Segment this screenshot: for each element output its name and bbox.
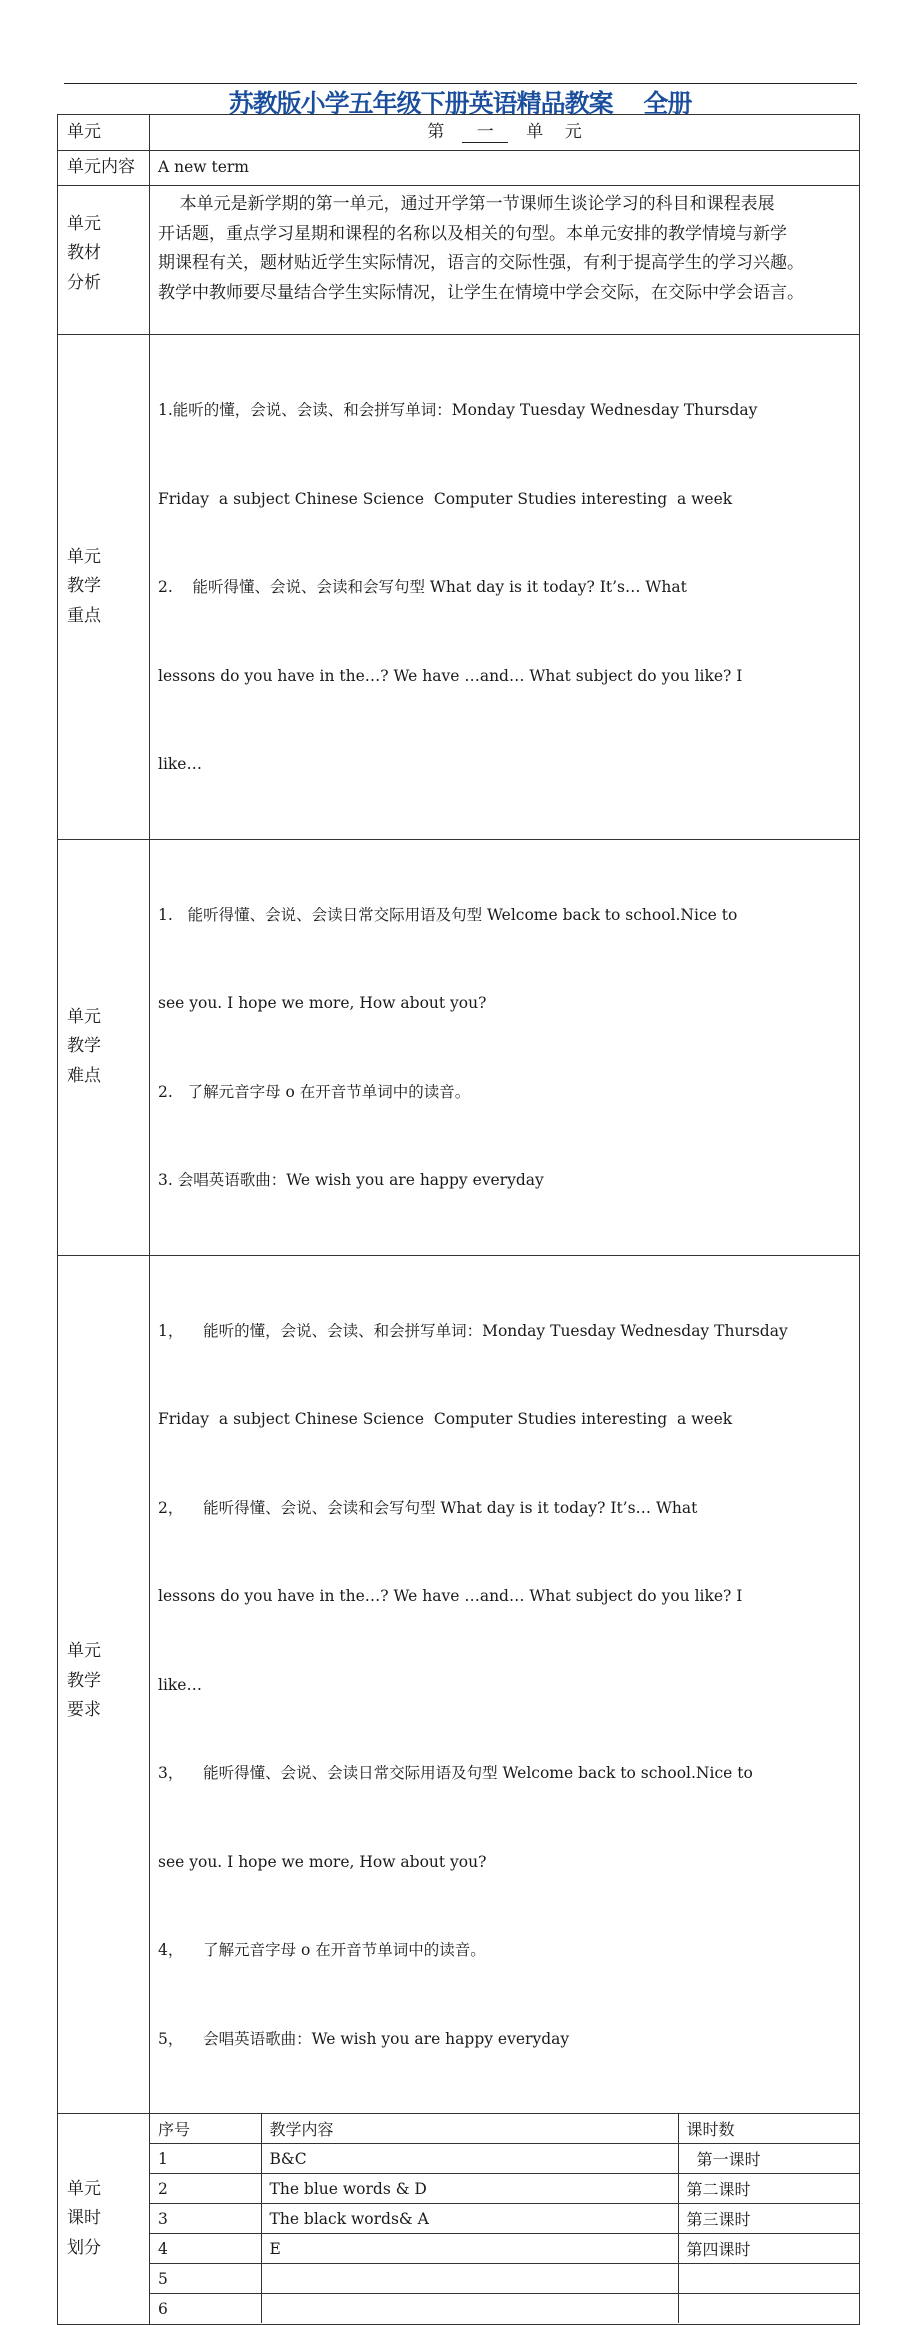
table-row <box>150 2144 859 2174</box>
schedule-label-2: 课时 <box>67 2208 101 2229</box>
requirements-line: 3， 能听得懂、会说、会读日常交际用语及句型 Welcome back to school.Nice to <box>158 1764 753 1782</box>
key-points-label-2: 教学 <box>67 576 101 596</box>
requirements-line: lessons do you have in the…? We have …and… What subject do you like? I <box>158 1587 743 1605</box>
content-value: A new term <box>150 151 860 186</box>
requirements-line: see you. I hope we more, How about you? <box>158 1852 487 1871</box>
key-points-row <box>58 335 860 840</box>
requirements-label <box>58 1255 150 2114</box>
key-points-line: 2. 能听得懂、会说、会读和会写句型 What day is it today? It’s… What <box>158 578 687 596</box>
analysis-label-2: 教材 <box>67 243 101 264</box>
schedule-label-3: 划分 <box>67 2237 101 2258</box>
row-content <box>261 2294 678 2324</box>
difficulties-row <box>58 839 860 1255</box>
table-row <box>150 2294 859 2324</box>
difficulties-line: 1. 能听得懂、会说、会读日常交际用语及句型 Welcome back to school.Nice to <box>158 905 738 924</box>
row-period: 第二课时 <box>678 2174 859 2204</box>
difficulties-line: see you. I hope we more, How about you? <box>158 994 487 1012</box>
document-title: 苏教版小学五年级下册英语精品教案 全册 <box>228 89 692 118</box>
header-no: 序号 <box>150 2114 261 2144</box>
row-no: 2 <box>150 2174 261 2204</box>
row-no: 5 <box>150 2264 261 2294</box>
row-no: 1 <box>150 2144 261 2174</box>
key-points-text <box>150 335 860 840</box>
content-row <box>58 151 860 186</box>
unit-label: 单元 <box>58 115 150 151</box>
header-content: 教学内容 <box>261 2114 678 2144</box>
row-period <box>678 2264 859 2294</box>
unit-number: 一 <box>462 122 508 143</box>
row-content: The black words& A <box>261 2204 678 2234</box>
requirements-label-1: 单元 <box>67 1641 101 1661</box>
schedule-label-1: 单元 <box>67 2178 101 2199</box>
key-points-line: Friday a subject Chinese Science Computer Studies interesting a week <box>158 489 733 508</box>
schedule-label <box>58 2114 150 2325</box>
requirements-line: 1， 能听的懂，会说、会读、和会拼写单词：Monday Tuesday Wednesday Thursday <box>158 1321 788 1340</box>
unit-number-cell <box>150 115 860 151</box>
difficulties-label <box>58 839 150 1255</box>
key-points-line: 1.能听的懂，会说、会读、和会拼写单词：Monday Tuesday Wednesday Thursday <box>158 401 758 419</box>
table-row <box>150 2234 859 2264</box>
requirements-line: 5， 会唱英语歌曲：We wish you are happy everyday <box>158 2029 570 2048</box>
analysis-label-1: 单元 <box>67 213 101 234</box>
difficulties-label-2: 教学 <box>67 1036 101 1057</box>
unit-prefix: 第 <box>427 122 445 142</box>
lesson-plan-table <box>57 114 860 2325</box>
requirements-line: 2， 能听得懂、会说、会读和会写句型 What day is it today? It’s… What <box>158 1498 698 1517</box>
key-points-label-1: 单元 <box>67 546 101 567</box>
row-no: 4 <box>150 2234 261 2264</box>
requirements-text <box>150 1255 860 2114</box>
requirements-line: like… <box>158 1675 202 1694</box>
analysis-text <box>150 186 860 335</box>
key-points-line: lessons do you have in the…? We have …and… What subject do you like? I <box>158 666 743 685</box>
schedule-table <box>150 2114 859 2323</box>
unit-row <box>58 115 860 151</box>
difficulties-line: 3. 会唱英语歌曲：We wish you are happy everyday <box>158 1171 544 1189</box>
schedule-row <box>58 2114 860 2325</box>
row-period: 第一课时 <box>678 2144 859 2174</box>
analysis-line: 期课程有关，题材贴近学生实际情况，语言的交际性强，有利于提高学生的学习兴趣。 <box>158 253 804 273</box>
table-row <box>150 2174 859 2204</box>
difficulties-text <box>150 839 860 1255</box>
requirements-line: 4， 了解元音字母 o 在开音节单词中的读音。 <box>158 1941 486 1959</box>
analysis-label-3: 分析 <box>67 272 101 293</box>
analysis-line: 开话题，重点学习星期和课程的名称以及相关的句型。本单元安排的教学情境与新学 <box>158 223 787 244</box>
row-period: 第四课时 <box>678 2234 859 2264</box>
key-points-label-3: 重点 <box>67 605 101 626</box>
schedule-cell <box>150 2114 860 2325</box>
row-period: 第三课时 <box>678 2204 859 2234</box>
difficulties-label-3: 难点 <box>67 1065 101 1086</box>
table-row <box>150 2264 859 2294</box>
analysis-label <box>58 186 150 335</box>
row-no: 6 <box>150 2294 261 2324</box>
difficulties-line: 2. 了解元音字母 o 在开音节单词中的读音。 <box>158 1082 471 1101</box>
header-periods: 课时数 <box>678 2114 859 2144</box>
content-label: 单元内容 <box>58 151 150 186</box>
row-content: The blue words & D <box>261 2174 678 2204</box>
requirements-label-2: 教学 <box>67 1670 101 1691</box>
analysis-line: 教学中教师要尽量结合学生实际情况，让学生在情境中学会交际，在交际中学会语言。 <box>158 282 804 303</box>
table-row <box>150 2204 859 2234</box>
analysis-row <box>58 186 860 335</box>
row-content <box>261 2264 678 2294</box>
difficulties-label-1: 单元 <box>67 1006 101 1027</box>
key-points-label <box>58 335 150 840</box>
row-content: B&C <box>261 2144 678 2174</box>
analysis-line: 本单元是新学期的第一单元，通过开学第一节课师生谈论学习的科目和课程表展 <box>158 194 775 214</box>
requirements-label-3: 要求 <box>67 1700 101 1720</box>
row-content: E <box>261 2234 678 2264</box>
key-points-line: like… <box>158 755 202 773</box>
unit-suffix: 单 元 <box>526 122 582 142</box>
schedule-header-row <box>150 2114 859 2144</box>
requirements-row <box>58 1255 860 2114</box>
row-period <box>678 2294 859 2324</box>
row-no: 3 <box>150 2204 261 2234</box>
requirements-line: Friday a subject Chinese Science Computer Studies interesting a week <box>158 1410 733 1428</box>
